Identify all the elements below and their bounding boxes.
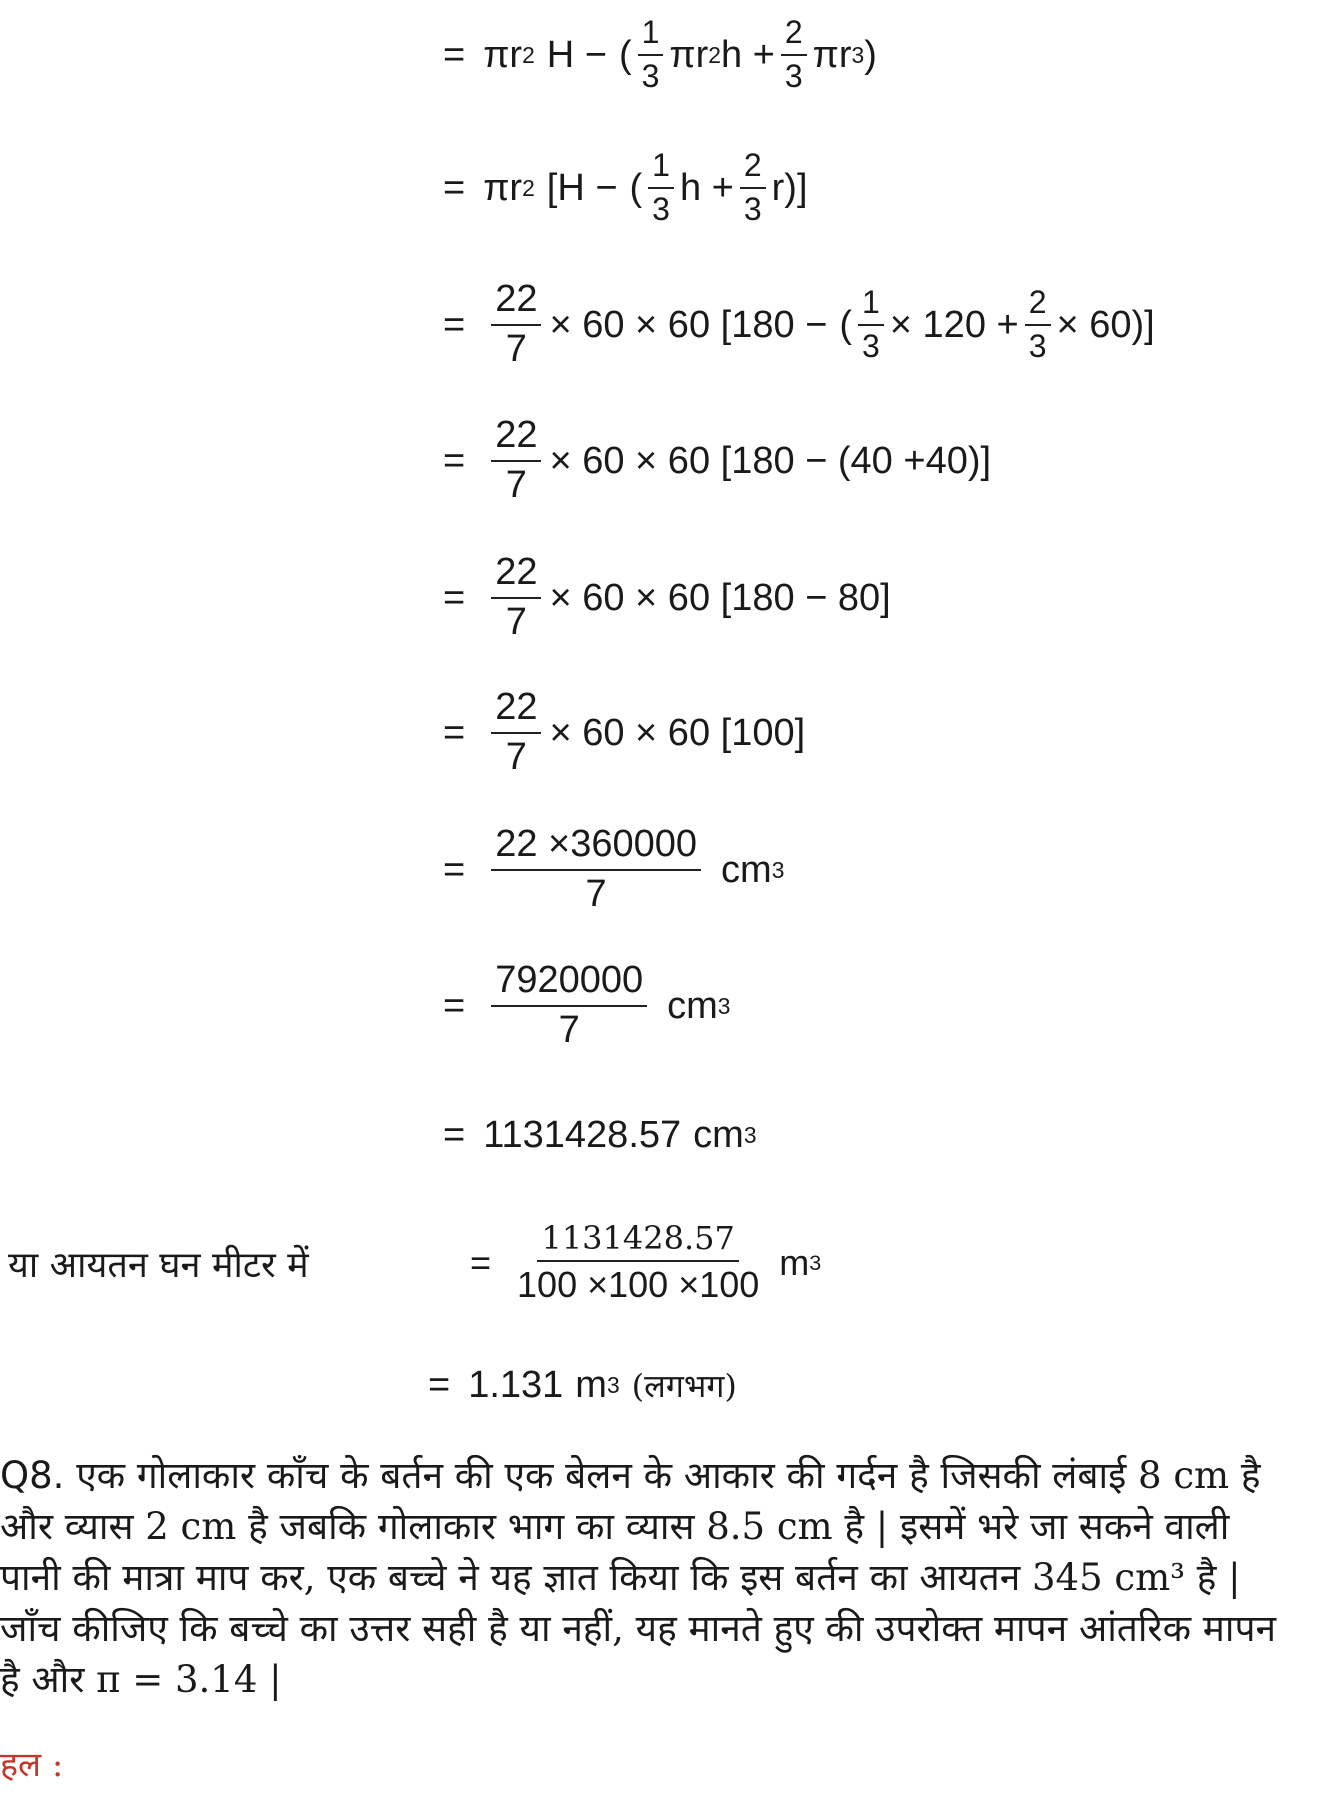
paren: ) xyxy=(864,33,877,76)
equals-sign: = xyxy=(428,1363,451,1406)
term: × 60 × 60 [180 − xyxy=(549,303,828,346)
term: h + xyxy=(679,166,734,209)
fraction: $\frac{2}{3}$ xyxy=(740,149,766,226)
term: × 60 × 60 [180 − 80] xyxy=(549,576,891,619)
fraction: $\frac{22}{7}$ xyxy=(491,416,541,506)
question-q8 xyxy=(0,1450,1300,1705)
step-5 xyxy=(443,543,891,653)
fraction: $\frac{22}{7}$ xyxy=(491,280,541,370)
term: r)] xyxy=(771,166,808,209)
unit: m xyxy=(779,1242,810,1283)
fraction: $\frac{1}{3}$ xyxy=(638,16,664,93)
conversion-equation: = $\frac{1131428.57}{100 \times 100 \times 100}$ m 3 xyxy=(470,1219,822,1305)
fraction: $\frac{1131428.57}{100 \times 100 \times 100}$ xyxy=(517,1219,760,1305)
solution-label: हल : xyxy=(0,1745,64,1785)
unit: m xyxy=(575,1363,607,1406)
unit: cm xyxy=(693,1113,744,1156)
equals-sign: = xyxy=(443,984,466,1027)
term: × 60)] xyxy=(1056,303,1155,346)
paren: ( xyxy=(618,33,632,76)
unit: cm xyxy=(721,848,772,891)
term: H − xyxy=(546,33,607,76)
term: πr xyxy=(812,33,852,76)
step-1: = πr 2 H − ( $\frac{1}{3}$ πr 2 h + $\frac{2}{3}$ πr 3 ) xyxy=(443,14,877,94)
term: [H − xyxy=(546,166,618,209)
fraction: $\frac{22}{7}$ xyxy=(491,688,541,778)
term: πr xyxy=(483,33,523,76)
value: 1131428.57 xyxy=(483,1113,682,1156)
fraction: $\frac{22}{7}$ xyxy=(491,553,541,643)
term: × 60 × 60 [100] xyxy=(549,711,806,754)
paren: ( xyxy=(839,303,852,346)
approx-note: (लगभग) xyxy=(631,1366,737,1405)
value: 1.131 xyxy=(468,1363,564,1406)
fraction: $\frac{22 \times 360000}{7}$ xyxy=(491,825,701,915)
unit: cm xyxy=(667,984,718,1027)
step-8: = $\frac{7920000}{7}$ cm 3 xyxy=(443,959,731,1051)
equals-sign: = xyxy=(443,711,466,754)
step-3 xyxy=(443,270,1155,380)
step-6 xyxy=(443,678,805,788)
step-7: = $\frac{22 \times 360000}{7}$ cm 3 xyxy=(443,823,785,915)
equals-sign: = xyxy=(470,1242,492,1283)
question-id: Q8. xyxy=(0,1454,65,1497)
fraction: $\frac{2}{3}$ xyxy=(781,16,807,93)
term: h + xyxy=(720,33,775,76)
equals-sign: = xyxy=(443,439,466,482)
paren: ( xyxy=(629,166,643,209)
step-4 xyxy=(443,406,991,516)
equals-sign: = xyxy=(443,1113,466,1156)
step-2: = πr 2 [H − ( $\frac{1}{3}$ h + $\frac{2}{3}$ r)] xyxy=(443,147,808,227)
step-9: = 1131428.57 cm 3 xyxy=(443,1113,757,1156)
fraction: $\frac{2}{3}$ xyxy=(1025,286,1051,363)
term: × 120 + xyxy=(889,303,1019,346)
question-text: एक गोलाकार काँच के बर्तन की एक बेलन के आकार की गर्दन है जिसकी लंबाई 8 cm है और व्यास 2 cm है जबकि गोलाकार भाग का व्यास 8.5 cm है | इसमें भरे जा सकने वाली पानी की मात्रा माप कर, एक बच्चे ने यह ज्ञात किया कि इस बर्तन का आयतन 345 cm³ है | जाँच कीजिए कि बच्चे का उत्तर सही है या नहीं, यह मानते हुए की उपरोक्त मापन आंतरिक मापन है और π = 3.14 | xyxy=(0,1454,1277,1701)
term: πr xyxy=(669,33,709,76)
equals-sign: = xyxy=(443,303,466,346)
fraction: $\frac{1}{3}$ xyxy=(858,286,884,363)
result: = 1.131 m 3 (लगभग) xyxy=(428,1363,737,1406)
term: × 60 × 60 [180 − (40 +40)] xyxy=(549,439,992,482)
conversion-label: या आयतन घन मीटर में xyxy=(8,1244,309,1286)
equals-sign: = xyxy=(443,33,466,76)
fraction: $\frac{1}{3}$ xyxy=(648,149,674,226)
equals-sign: = xyxy=(443,166,466,209)
equals-sign: = xyxy=(443,576,466,619)
equals-sign: = xyxy=(443,848,466,891)
term: πr xyxy=(483,166,523,209)
fraction: $\frac{7920000}{7}$ xyxy=(491,961,647,1051)
